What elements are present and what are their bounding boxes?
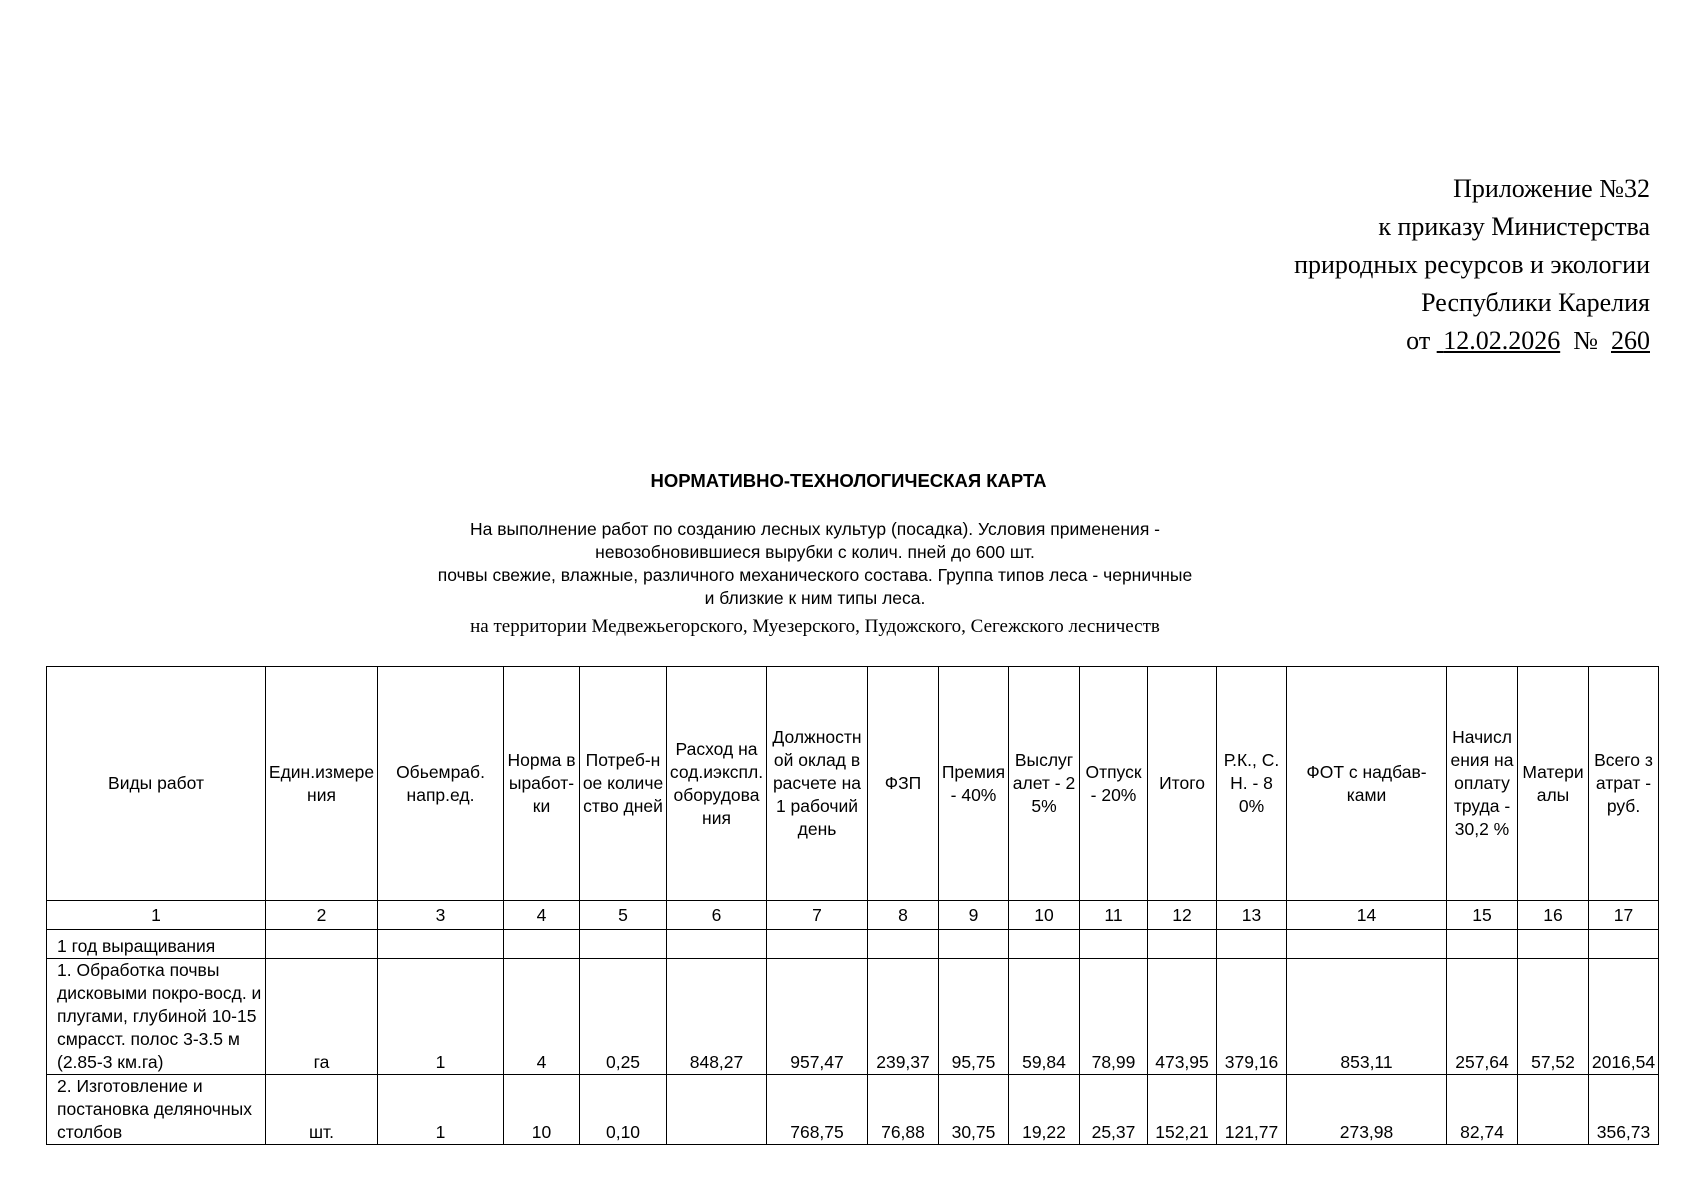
document-title: НОРМАТИВНО-ТЕХНОЛОГИЧЕСКАЯ КАРТА — [650, 470, 1047, 491]
number-sign: № — [1573, 326, 1598, 355]
col-number: 4 — [504, 901, 580, 930]
subtitle-line: почвы свежие, влажные, различного механического состава. Группа типов леса - черничные — [437, 565, 1193, 585]
norm-table — [46, 666, 1659, 1145]
materials-cell — [1518, 1075, 1589, 1145]
col-number: 15 — [1447, 901, 1518, 930]
col-header: ФОТ с надбав-ками — [1287, 667, 1447, 901]
subtitle-line: невозобновившиеся вырубки с колич. пней до 600 шт. — [595, 542, 1035, 562]
column-numbers-row — [47, 901, 1659, 930]
appendix-block — [1294, 170, 1650, 360]
col-number: 2 — [266, 901, 378, 930]
equipment-cell — [667, 1075, 767, 1145]
accruals-cell: 257,64 — [1447, 959, 1518, 1075]
col-header: ФЗП — [868, 667, 939, 901]
col-number: 11 — [1080, 901, 1148, 930]
col-header: Един.измерения — [266, 667, 378, 901]
col-header: Виды работ — [47, 667, 266, 901]
days-cell: 0,25 — [580, 959, 667, 1075]
col-number: 8 — [868, 901, 939, 930]
fzp-cell: 76,88 — [868, 1075, 939, 1145]
date-prefix: от — [1406, 326, 1431, 355]
col-header: Отпуск - 20% — [1080, 667, 1148, 901]
fot-cell: 273,98 — [1287, 1075, 1447, 1145]
table-row — [47, 1075, 1659, 1145]
vacation-cell: 78,99 — [1080, 959, 1148, 1075]
col-number: 3 — [378, 901, 504, 930]
appendix-date-line — [1294, 322, 1650, 360]
col-number: 6 — [667, 901, 767, 930]
appendix-line: к приказу Министерства — [1378, 212, 1650, 241]
col-number: 17 — [1589, 901, 1659, 930]
col-header: Начисления на оплату труда - 30,2 % — [1447, 667, 1518, 901]
document-subtitle — [360, 518, 1270, 610]
all-costs-cell: 2016,54 — [1589, 959, 1659, 1075]
all-costs-cell: 356,73 — [1589, 1075, 1659, 1145]
total-cell: 473,95 — [1148, 959, 1217, 1075]
rk-cell: 121,77 — [1217, 1075, 1287, 1145]
materials-cell: 57,52 — [1518, 959, 1589, 1075]
subtitle-line: На выполнение работ по созданию лесных культур (посадка). Условия применения - — [470, 519, 1160, 539]
col-header: Обьемраб. напр.ед. — [378, 667, 504, 901]
col-number: 14 — [1287, 901, 1447, 930]
col-header: Материалы — [1518, 667, 1589, 901]
appendix-line: Республики Карелия — [1421, 288, 1650, 317]
seniority-cell: 59,84 — [1009, 959, 1080, 1075]
rk-cell: 379,16 — [1217, 959, 1287, 1075]
col-header: Итого — [1148, 667, 1217, 901]
order-date: 12.02.2026 — [1443, 326, 1561, 355]
work-type-cell: 2. Изготовление и постановка деляночных столбов — [47, 1075, 266, 1145]
bonus-cell: 95,75 — [939, 959, 1009, 1075]
subtitle-line: и близкие к ним типы леса. — [704, 588, 926, 608]
work-type-cell: 1. Обработка почвы дисковыми покро-восд. и плугами, глубиной 10-15 смрасст. полос 3-3.5 м (2.85-3 км.га) — [47, 959, 266, 1075]
col-number: 7 — [767, 901, 868, 930]
vacation-cell: 25,37 — [1080, 1075, 1148, 1145]
fot-cell: 853,11 — [1287, 959, 1447, 1075]
accruals-cell: 82,74 — [1447, 1075, 1518, 1145]
col-header: Всего затрат - руб. — [1589, 667, 1659, 901]
seniority-cell: 19,22 — [1009, 1075, 1080, 1145]
appendix-line: Приложение №32 — [1453, 174, 1650, 203]
col-header: Норма выработ-ки — [504, 667, 580, 901]
territory-line: на территории Медвежьегорского, Муезерского, Пудожского, Сегежского лесничеств — [470, 616, 1160, 637]
salary-cell: 768,75 — [767, 1075, 868, 1145]
col-header: Р.К., С.Н. - 80% — [1217, 667, 1287, 901]
header-row — [47, 667, 1659, 901]
salary-cell: 957,47 — [767, 959, 868, 1075]
col-number: 10 — [1009, 901, 1080, 930]
col-number: 13 — [1217, 901, 1287, 930]
col-header: Потреб-ное количество дней — [580, 667, 667, 901]
col-number: 16 — [1518, 901, 1589, 930]
order-number: 260 — [1611, 326, 1650, 355]
col-number: 12 — [1148, 901, 1217, 930]
year-label: 1 год выращивания — [47, 930, 266, 959]
unit-cell: шт. — [266, 1075, 378, 1145]
table-row — [47, 959, 1659, 1075]
appendix-line: природных ресурсов и экологии — [1294, 250, 1650, 279]
total-cell: 152,21 — [1148, 1075, 1217, 1145]
volume-cell: 1 — [378, 959, 504, 1075]
fzp-cell: 239,37 — [868, 959, 939, 1075]
col-header: Должностной оклад в расчете на 1 рабочий день — [767, 667, 868, 901]
year-row — [47, 930, 1659, 959]
bonus-cell: 30,75 — [939, 1075, 1009, 1145]
col-number: 5 — [580, 901, 667, 930]
col-number: 1 — [47, 901, 266, 930]
col-header: Выслугалет - 25% — [1009, 667, 1080, 901]
col-header: Расход на сод.иэкспл. оборудования — [667, 667, 767, 901]
col-header: Премия - 40% — [939, 667, 1009, 901]
volume-cell: 1 — [378, 1075, 504, 1145]
norm-cell: 10 — [504, 1075, 580, 1145]
col-number: 9 — [939, 901, 1009, 930]
norm-cell: 4 — [504, 959, 580, 1075]
equipment-cell: 848,27 — [667, 959, 767, 1075]
unit-cell: га — [266, 959, 378, 1075]
days-cell: 0,10 — [580, 1075, 667, 1145]
